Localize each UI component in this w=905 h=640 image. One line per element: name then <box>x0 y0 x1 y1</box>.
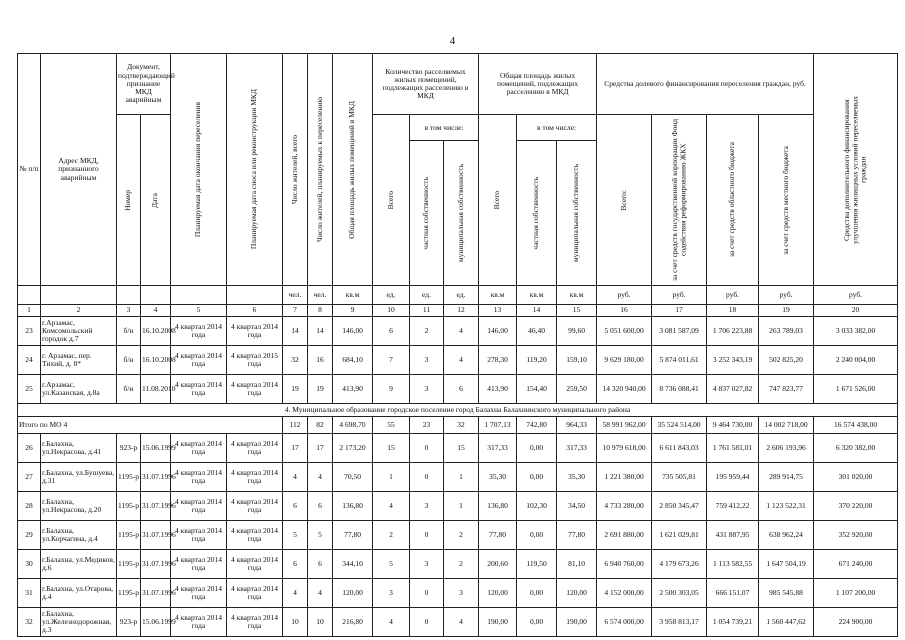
table-cell: 344,10 <box>333 550 373 579</box>
total-cell: 82 <box>308 417 333 434</box>
header-row-1 <box>18 54 898 115</box>
table-cell: 31.07.1996 <box>141 463 171 492</box>
table-cell: 1195-р <box>117 550 141 579</box>
total-row <box>18 417 898 434</box>
table-cell: 35,30 <box>557 463 597 492</box>
header-rooms-in-that: в том числе: <box>410 115 479 141</box>
total-cell: 55 <box>373 417 410 434</box>
table-cell: 4 квартал 2014 года <box>227 317 283 346</box>
table-cell: 16 <box>308 346 333 375</box>
table-cell: 4 квартал 2014 года <box>227 375 283 404</box>
table-cell: 1 123 522,31 <box>759 492 814 521</box>
table-cell: б/н <box>117 317 141 346</box>
total-cell: 4 698,70 <box>333 417 373 434</box>
header-plan-relocation-end: Планируемая дата окончания переселения <box>171 54 227 286</box>
table-cell: 99,60 <box>557 317 597 346</box>
table-cell: 3 958 813,17 <box>652 608 707 637</box>
header-residents-total: Число жителей, всего <box>283 54 308 286</box>
table-cell: 985 545,88 <box>759 579 814 608</box>
table-cell: 3 <box>410 346 444 375</box>
table-cell: 2 <box>373 521 410 550</box>
header-area-in-that: в том числе: <box>517 115 597 141</box>
table-cell: 317,33 <box>557 434 597 463</box>
table-cell: 119,20 <box>517 346 557 375</box>
table-row <box>18 521 898 550</box>
table-cell: 1195-р <box>117 521 141 550</box>
table-cell: 638 962,24 <box>759 521 814 550</box>
column-number-cell: 18 <box>707 305 759 317</box>
table-cell: 352 920,00 <box>814 521 898 550</box>
table-cell: 1 560 447,62 <box>759 608 814 637</box>
unit-cell: руб. <box>597 286 652 305</box>
table-cell: 1 706 223,88 <box>707 317 759 346</box>
table-cell: 4 квартал 2014 года <box>227 463 283 492</box>
total-cell: 16 574 438,00 <box>814 417 898 434</box>
table-cell: 684,10 <box>333 346 373 375</box>
header-document: Документ, подтверждающий признание МКД аварийным <box>117 54 171 115</box>
table-cell: 3 252 343,19 <box>707 346 759 375</box>
header-area-private: частная собственность <box>517 141 557 286</box>
table-cell: 216,80 <box>333 608 373 637</box>
table-cell: 5 <box>373 550 410 579</box>
table-cell: г.Арзамас, ул.Казанская, д.8а <box>41 375 117 404</box>
table-cell: 4 <box>444 317 479 346</box>
table-cell: 195 959,44 <box>707 463 759 492</box>
table-cell: 3 033 382,00 <box>814 317 898 346</box>
table-cell: 4 <box>444 346 479 375</box>
header-area-total: Всего <box>479 115 517 286</box>
table-cell: 3 <box>444 579 479 608</box>
table-cell: 154,40 <box>517 375 557 404</box>
header-fund-local: за счет средств местного бюджета <box>759 115 814 286</box>
table-cell: 35,30 <box>479 463 517 492</box>
table-cell: 4 152 000,00 <box>597 579 652 608</box>
table-cell: 0,00 <box>517 608 557 637</box>
table-cell: 4 <box>283 463 308 492</box>
unit-cell: кв.м <box>333 286 373 305</box>
table-cell: 0 <box>410 579 444 608</box>
table-cell: г.Арзамас, Комсомольский городок д.7 <box>41 317 117 346</box>
table-cell: 2 <box>444 550 479 579</box>
table-cell: 301 020,00 <box>814 463 898 492</box>
column-number-cell: 4 <box>141 305 171 317</box>
table-cell: 0,00 <box>517 521 557 550</box>
table-cell: 15.06.1999 <box>141 608 171 637</box>
section-row <box>18 404 898 417</box>
header-municipal: муниципальная собственность <box>444 141 479 286</box>
units-row <box>18 286 898 305</box>
table-row <box>18 317 898 346</box>
table-cell: 1 113 582,55 <box>707 550 759 579</box>
unit-cell: руб. <box>759 286 814 305</box>
table-cell: 3 <box>410 375 444 404</box>
table-cell: 6 <box>283 492 308 521</box>
table-cell: 30 <box>18 550 41 579</box>
table-cell: 0 <box>410 434 444 463</box>
table-cell: 120,00 <box>557 579 597 608</box>
unit-cell: руб. <box>652 286 707 305</box>
table-cell: 119,50 <box>517 550 557 579</box>
table-row <box>18 375 898 404</box>
table-cell: 735 505,81 <box>652 463 707 492</box>
page-number: 4 <box>449 35 456 47</box>
table-cell: 4 квартал 2014 года <box>171 434 227 463</box>
table-cell: 4 квартал 2014 года <box>171 521 227 550</box>
table-cell: 77,80 <box>333 521 373 550</box>
header-living-area: Общая площадь жилых помещений в МКД <box>333 54 373 286</box>
table-cell: 29 <box>18 521 41 550</box>
table-cell: г.Балахна, ул.Отарова, д.4 <box>41 579 117 608</box>
table-cell: 9 629 180,00 <box>597 346 652 375</box>
table-cell: 4 733 280,00 <box>597 492 652 521</box>
header-doc-number: Номер <box>117 115 141 286</box>
table-cell: 146,00 <box>333 317 373 346</box>
table-cell: 25 <box>18 375 41 404</box>
table-cell: 6 <box>308 550 333 579</box>
header-doc-date: Дата <box>141 115 171 286</box>
table-cell: 4 квартал 2014 года <box>227 521 283 550</box>
table-cell: 2 606 193,96 <box>759 434 814 463</box>
table-cell: 3 <box>410 492 444 521</box>
column-number-cell: 11 <box>410 305 444 317</box>
table-cell: 190,00 <box>479 608 517 637</box>
table-cell: г.Балахна, ул.Бушуева, д.31 <box>41 463 117 492</box>
table-cell: 31.07.1996 <box>141 579 171 608</box>
table-cell: 747 823,77 <box>759 375 814 404</box>
table-cell: 4 <box>283 579 308 608</box>
table-cell: 1 <box>373 463 410 492</box>
table-cell: 4 квартал 2014 года <box>171 492 227 521</box>
table-cell: 0,00 <box>517 434 557 463</box>
column-number-cell: 14 <box>517 305 557 317</box>
unit-cell: руб. <box>707 286 759 305</box>
table-cell: 5 051 600,00 <box>597 317 652 346</box>
table-cell: 31.07.1996 <box>141 521 171 550</box>
unit-cell: чел. <box>283 286 308 305</box>
total-cell: 1 707,13 <box>479 417 517 434</box>
column-numbers-row <box>18 305 898 317</box>
total-cell: 112 <box>283 417 308 434</box>
table-cell: 1 621 029,81 <box>652 521 707 550</box>
table-cell: 120,00 <box>479 579 517 608</box>
table-cell: 19 <box>308 375 333 404</box>
header-rooms-group: Количество расселяемых жилых помещений, подлежащих расселению в МКД <box>373 54 479 115</box>
table-cell: 200,60 <box>479 550 517 579</box>
table-cell: 4 квартал 2014 года <box>227 579 283 608</box>
header-fund-group: Средства долевого финансирования переселения граждан, руб. <box>597 54 814 115</box>
table-row <box>18 434 898 463</box>
header-rooms-total: Всего <box>373 115 410 286</box>
table-cell: 431 887,95 <box>707 521 759 550</box>
header-num: № п/п <box>18 54 41 286</box>
table-cell: г.Балахна, ул.Некрасова, д.41 <box>41 434 117 463</box>
table-cell: 2 <box>410 317 444 346</box>
table-cell: 4 квартал 2014 года <box>227 434 283 463</box>
table-cell: г. Арзамас, пер. Тихий, д. 8* <box>41 346 117 375</box>
table-cell: 259,50 <box>557 375 597 404</box>
table-cell: г.Балахна, ул.Медиков, д.6 <box>41 550 117 579</box>
table-cell: 2 <box>444 521 479 550</box>
table-cell: 0 <box>410 608 444 637</box>
table-cell: 14 <box>308 317 333 346</box>
unit-cell: кв.м <box>479 286 517 305</box>
header-fund-total: Всего: <box>597 115 652 286</box>
table-cell: 6 320 382,00 <box>814 434 898 463</box>
unit-cell: руб. <box>814 286 898 305</box>
section-title: 4. Муниципальное образование городское поселение город Балахна Балахнинского муниципального района <box>18 404 898 417</box>
column-number-cell: 9 <box>333 305 373 317</box>
table-cell: 1 221 380,00 <box>597 463 652 492</box>
total-cell: 23 <box>410 417 444 434</box>
table-cell: 1195-р <box>117 579 141 608</box>
table-cell: 15.06.1999 <box>141 434 171 463</box>
table-cell: 2 500 303,05 <box>652 579 707 608</box>
table-row <box>18 463 898 492</box>
table-cell: 4 квартал 2014 года <box>227 608 283 637</box>
column-number-cell: 19 <box>759 305 814 317</box>
table-cell: 1 761 581,01 <box>707 434 759 463</box>
table-cell: 1195-р <box>117 492 141 521</box>
table-cell: 0,00 <box>517 463 557 492</box>
table-cell: 77,80 <box>479 521 517 550</box>
table-cell: 4 <box>308 463 333 492</box>
table-cell: 16.10.2008 <box>141 346 171 375</box>
table-cell: 1 107 200,00 <box>814 579 898 608</box>
total-cell: 35 524 514,00 <box>652 417 707 434</box>
table-cell: 4 <box>373 608 410 637</box>
table-cell: 6 <box>308 492 333 521</box>
table-cell: 413,90 <box>479 375 517 404</box>
table-cell: 4 квартал 2014 года <box>171 463 227 492</box>
table-cell: 31.07.1996 <box>141 492 171 521</box>
table-cell: 15 <box>444 434 479 463</box>
table-cell: 370 220,00 <box>814 492 898 521</box>
table-cell: 6 940 760,00 <box>597 550 652 579</box>
unit-cell: кв.м <box>517 286 557 305</box>
table-cell: 923-р <box>117 434 141 463</box>
table-cell: 4 <box>308 579 333 608</box>
table-cell: 7 <box>373 346 410 375</box>
resettlement-table <box>17 53 898 637</box>
table-cell: 413,90 <box>333 375 373 404</box>
column-number-cell: 16 <box>597 305 652 317</box>
unit-cell: кв.м <box>557 286 597 305</box>
table-cell: 120,00 <box>333 579 373 608</box>
column-number-cell: 3 <box>117 305 141 317</box>
table-cell: 4 <box>444 608 479 637</box>
header-private: частная собственность <box>410 141 444 286</box>
resettlement-table-wrapper <box>17 53 897 637</box>
table-cell: 159,10 <box>557 346 597 375</box>
table-cell: 19 <box>283 375 308 404</box>
table-cell: 28 <box>18 492 41 521</box>
header-area-group: Общая площадь жилых помещений, подлежащих расселению в МКД <box>479 54 597 115</box>
table-cell: 6 574 000,00 <box>597 608 652 637</box>
total-cell: 964,33 <box>557 417 597 434</box>
total-cell: 32 <box>444 417 479 434</box>
table-cell: 502 825,20 <box>759 346 814 375</box>
total-cell: 742,80 <box>517 417 557 434</box>
table-cell: 46,40 <box>517 317 557 346</box>
table-cell: 317,33 <box>479 434 517 463</box>
table-cell: 1195-р <box>117 463 141 492</box>
column-number-cell: 15 <box>557 305 597 317</box>
table-cell: 0 <box>410 463 444 492</box>
table-cell: 4 квартал 2014 года <box>171 550 227 579</box>
header-row-2 <box>18 115 898 141</box>
table-cell: 4 <box>373 492 410 521</box>
unit-cell: чел. <box>308 286 333 305</box>
table-cell: 81,10 <box>557 550 597 579</box>
total-label: Итого по МО 4 <box>18 417 283 434</box>
column-number-cell: 8 <box>308 305 333 317</box>
table-cell: 759 412,22 <box>707 492 759 521</box>
table-cell: 6 611 843,03 <box>652 434 707 463</box>
table-row <box>18 579 898 608</box>
total-cell: 58 991 962,00 <box>597 417 652 434</box>
column-number-cell: 17 <box>652 305 707 317</box>
table-cell: 34,50 <box>557 492 597 521</box>
unit-cell: ед. <box>373 286 410 305</box>
table-cell: 70,50 <box>333 463 373 492</box>
table-row <box>18 608 898 637</box>
table-body <box>18 54 898 637</box>
table-cell: 10 979 618,00 <box>597 434 652 463</box>
table-cell: 4 квартал 2014 года <box>227 492 283 521</box>
table-cell: 10 <box>283 608 308 637</box>
column-number-cell: 10 <box>373 305 410 317</box>
unit-cell: ед. <box>444 286 479 305</box>
table-cell: 289 914,75 <box>759 463 814 492</box>
table-cell: б/н <box>117 375 141 404</box>
table-cell: 17 <box>283 434 308 463</box>
table-cell: 4 квартал 2014 года <box>171 317 227 346</box>
table-cell: 1 671 526,00 <box>814 375 898 404</box>
total-cell: 14 002 718,00 <box>759 417 814 434</box>
table-cell: 4 квартал 2014 года <box>171 608 227 637</box>
table-cell: г.Балахна, ул.Некрасова, д.20 <box>41 492 117 521</box>
total-cell: 9 464 730,00 <box>707 417 759 434</box>
table-cell: 14 <box>283 317 308 346</box>
table-cell: 2 691 880,00 <box>597 521 652 550</box>
table-cell: 1 647 504,19 <box>759 550 814 579</box>
table-cell: 4 квартал 2014 года <box>227 550 283 579</box>
header-fund-federal: за счет средств государственной корпорации Фонд содействия реформированию ЖКХ <box>652 115 707 286</box>
table-cell: 190,00 <box>557 608 597 637</box>
table-cell: 2 240 004,00 <box>814 346 898 375</box>
table-row <box>18 492 898 521</box>
table-cell: 136,80 <box>333 492 373 521</box>
column-number-cell: 5 <box>171 305 227 317</box>
header-residents-planned: Число жителей, планируемых к переселению <box>308 54 333 286</box>
table-cell: 6 <box>444 375 479 404</box>
table-cell: 263 789,03 <box>759 317 814 346</box>
table-cell: 0 <box>410 521 444 550</box>
table-row <box>18 550 898 579</box>
header-plan-demolition: Планируемая дата сноса или реконструкции МКД <box>227 54 283 286</box>
column-number-cell: 12 <box>444 305 479 317</box>
table-cell: 2 173,20 <box>333 434 373 463</box>
table-cell: 146,00 <box>479 317 517 346</box>
table-cell: 671 240,00 <box>814 550 898 579</box>
table-cell: 4 квартал 2014 года <box>171 346 227 375</box>
table-cell: 24 <box>18 346 41 375</box>
table-cell: 4 837 027,82 <box>707 375 759 404</box>
table-cell: 5 <box>283 521 308 550</box>
table-cell: г.Балахна, ул.Корчагина, д.4 <box>41 521 117 550</box>
table-cell: 2 850 345,47 <box>652 492 707 521</box>
table-cell: 666 151,07 <box>707 579 759 608</box>
column-number-cell: 1 <box>18 305 41 317</box>
table-cell: 6 <box>373 317 410 346</box>
table-cell: г.Балахна, ул.Железнодорожная, д.3 <box>41 608 117 637</box>
table-cell: 5 874 011,61 <box>652 346 707 375</box>
table-cell: 224 900,00 <box>814 608 898 637</box>
table-cell: 136,80 <box>479 492 517 521</box>
table-cell: 923-р <box>117 608 141 637</box>
table-cell: 4 179 673,26 <box>652 550 707 579</box>
column-number-cell: 6 <box>227 305 283 317</box>
table-cell: 15 <box>373 434 410 463</box>
table-cell: 3 081 587,09 <box>652 317 707 346</box>
table-cell: 1 054 739,21 <box>707 608 759 637</box>
table-cell: 16.10.2008 <box>141 317 171 346</box>
table-cell: 3 <box>410 550 444 579</box>
table-cell: 23 <box>18 317 41 346</box>
column-number-cell: 7 <box>283 305 308 317</box>
table-cell: 32 <box>18 608 41 637</box>
table-cell: 77,80 <box>557 521 597 550</box>
table-cell: 4 квартал 2014 года <box>171 579 227 608</box>
header-address: Адрес МКД, признанного аварийным <box>41 54 117 286</box>
table-cell: 9 <box>373 375 410 404</box>
header-fund-regional: за счет средств областного бюджета <box>707 115 759 286</box>
table-cell: 27 <box>18 463 41 492</box>
column-number-cell: 2 <box>41 305 117 317</box>
table-cell: 1 <box>444 463 479 492</box>
table-cell: 32 <box>283 346 308 375</box>
unit-cell: ед. <box>410 286 444 305</box>
column-number-cell: 20 <box>814 305 898 317</box>
table-cell: 0,00 <box>517 579 557 608</box>
table-cell: б/н <box>117 346 141 375</box>
table-cell: 31 <box>18 579 41 608</box>
column-number-cell: 13 <box>479 305 517 317</box>
table-cell: 278,30 <box>479 346 517 375</box>
header-area-municipal: муниципальная собственность <box>557 141 597 286</box>
table-cell: 8 736 088,41 <box>652 375 707 404</box>
table-cell: 102,30 <box>517 492 557 521</box>
table-cell: 17 <box>308 434 333 463</box>
table-cell: 6 <box>283 550 308 579</box>
table-cell: 3 <box>373 579 410 608</box>
table-cell: 26 <box>18 434 41 463</box>
table-cell: 4 квартал 2015 года <box>227 346 283 375</box>
table-cell: 4 квартал 2014 года <box>171 375 227 404</box>
table-cell: 5 <box>308 521 333 550</box>
table-row <box>18 346 898 375</box>
table-cell: 10 <box>308 608 333 637</box>
table-cell: 31.07.1996 <box>141 550 171 579</box>
table-cell: 11.08.2010 <box>141 375 171 404</box>
table-cell: 1 <box>444 492 479 521</box>
table-cell: 14 320 940,00 <box>597 375 652 404</box>
header-extra-funds: Средства дополнительного финансирования улучшения жилищных условий переселяемых граждан <box>814 54 898 286</box>
